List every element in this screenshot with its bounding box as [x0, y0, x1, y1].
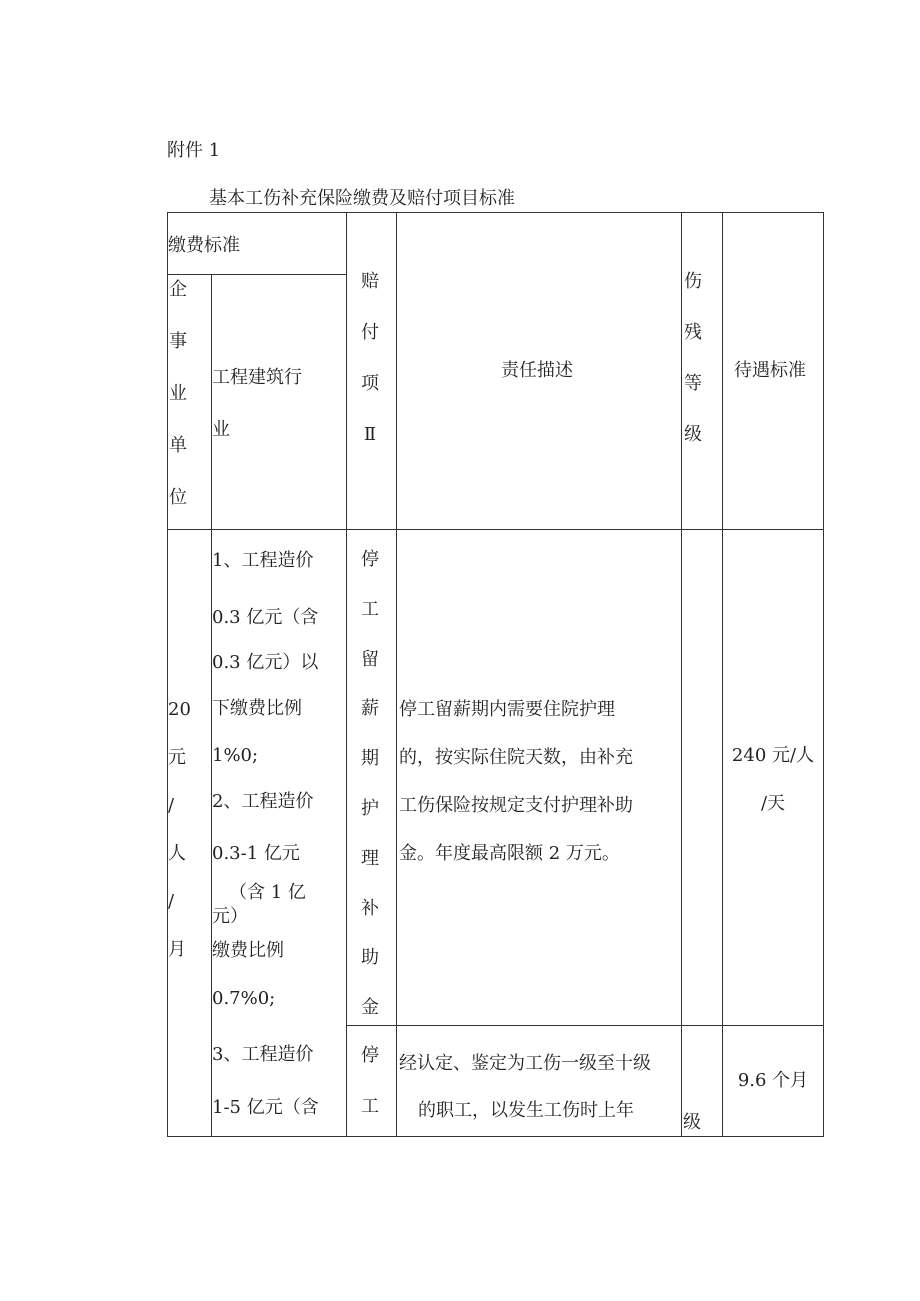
item-char: 理	[361, 847, 379, 869]
fee-line: 0.3 亿元（含	[212, 607, 319, 628]
row2-description-line-1: 经认定、鉴定为工伤一级至十级	[399, 1053, 651, 1074]
item-char: 护	[361, 797, 379, 819]
header-char: 付	[361, 322, 379, 343]
header-char: 等	[684, 373, 702, 394]
header-char: 业	[169, 383, 187, 404]
item-char: 停	[361, 549, 379, 570]
benefit-line: 240 元/人	[731, 745, 815, 766]
fee-line: 0.7%0;	[212, 988, 276, 1009]
header-char: 伤	[684, 271, 702, 292]
fee-line: 1%0;	[212, 745, 259, 766]
header-fee-standard: 缴费标准	[168, 235, 240, 256]
header-char: 赔	[361, 271, 379, 292]
item-char: 薪	[361, 698, 379, 720]
row2-level: 级	[683, 1112, 701, 1133]
table-title: 基本工伤补充保险缴费及赔付项目标准	[209, 188, 515, 209]
item-char: 助	[361, 947, 379, 969]
description-line: 工伤保险按规定支付护理补助	[399, 795, 633, 816]
fee-line: 0.3 亿元）以	[212, 652, 319, 673]
attachment-label: 附件 1	[167, 140, 221, 161]
header-char: Ⅱ	[363, 424, 377, 445]
fee-line: 人	[168, 843, 186, 864]
header-compensation-item	[358, 271, 382, 446]
benefit-line: /天	[760, 793, 786, 814]
fee-line: 元）	[212, 906, 248, 927]
row2-description-line-2: 的职工，以发生工伤时上年	[418, 1100, 634, 1121]
fee-line: /	[168, 795, 175, 816]
header-char: 项	[361, 373, 379, 394]
fee-line: 20	[168, 699, 191, 720]
fee-line: 缴费比例	[212, 940, 284, 961]
description-line: 停工留薪期内需要住院护理	[399, 699, 615, 720]
fee-line: 3、工程造价	[212, 1044, 314, 1065]
header-char: 单	[169, 435, 187, 456]
header-enterprise-unit	[168, 279, 188, 509]
row1-enterprise-fee	[168, 697, 191, 963]
item-char: 停	[361, 1045, 379, 1066]
row2-item	[358, 1045, 382, 1118]
fee-line: 元	[168, 747, 186, 768]
fee-line: （含 1 亿	[229, 882, 306, 903]
description-line: 的，按实际住院天数，由补充	[399, 747, 633, 768]
header-construction-line: 工程建筑行	[212, 367, 302, 388]
row2-benefit: 9.6 个月	[737, 1070, 809, 1091]
header-benefit-standard: 待遇标准	[734, 360, 806, 381]
item-char: 补	[361, 897, 379, 919]
row1-item	[358, 549, 382, 1019]
fee-line: 1、工程造价	[212, 550, 314, 571]
description-line: 金。年度最高限额 2 万元。	[399, 843, 620, 864]
fee-line: 月	[168, 939, 186, 960]
item-char: 留	[361, 648, 379, 670]
header-construction	[212, 366, 302, 442]
fee-line: 下缴费比例	[212, 698, 302, 719]
item-char: 期	[361, 748, 379, 770]
fee-line: 2、工程造价	[212, 791, 314, 812]
header-disability-level	[683, 271, 703, 446]
header-char: 事	[169, 331, 187, 352]
fee-line: 1-5 亿元（含	[212, 1097, 319, 1118]
header-char: 级	[684, 424, 702, 445]
header-construction-line: 业	[212, 419, 230, 440]
item-char: 金	[361, 997, 379, 1019]
fee-line: /	[168, 891, 175, 912]
row1-benefit	[723, 743, 823, 817]
header-responsibility: 责任描述	[501, 360, 573, 381]
fee-line: 0.3-1 亿元	[212, 843, 300, 864]
header-char: 企	[169, 279, 187, 300]
item-char: 工	[361, 598, 379, 620]
row1-description	[399, 697, 633, 867]
header-char: 残	[684, 322, 702, 343]
item-char: 工	[361, 1096, 379, 1117]
header-char: 位	[169, 487, 187, 508]
